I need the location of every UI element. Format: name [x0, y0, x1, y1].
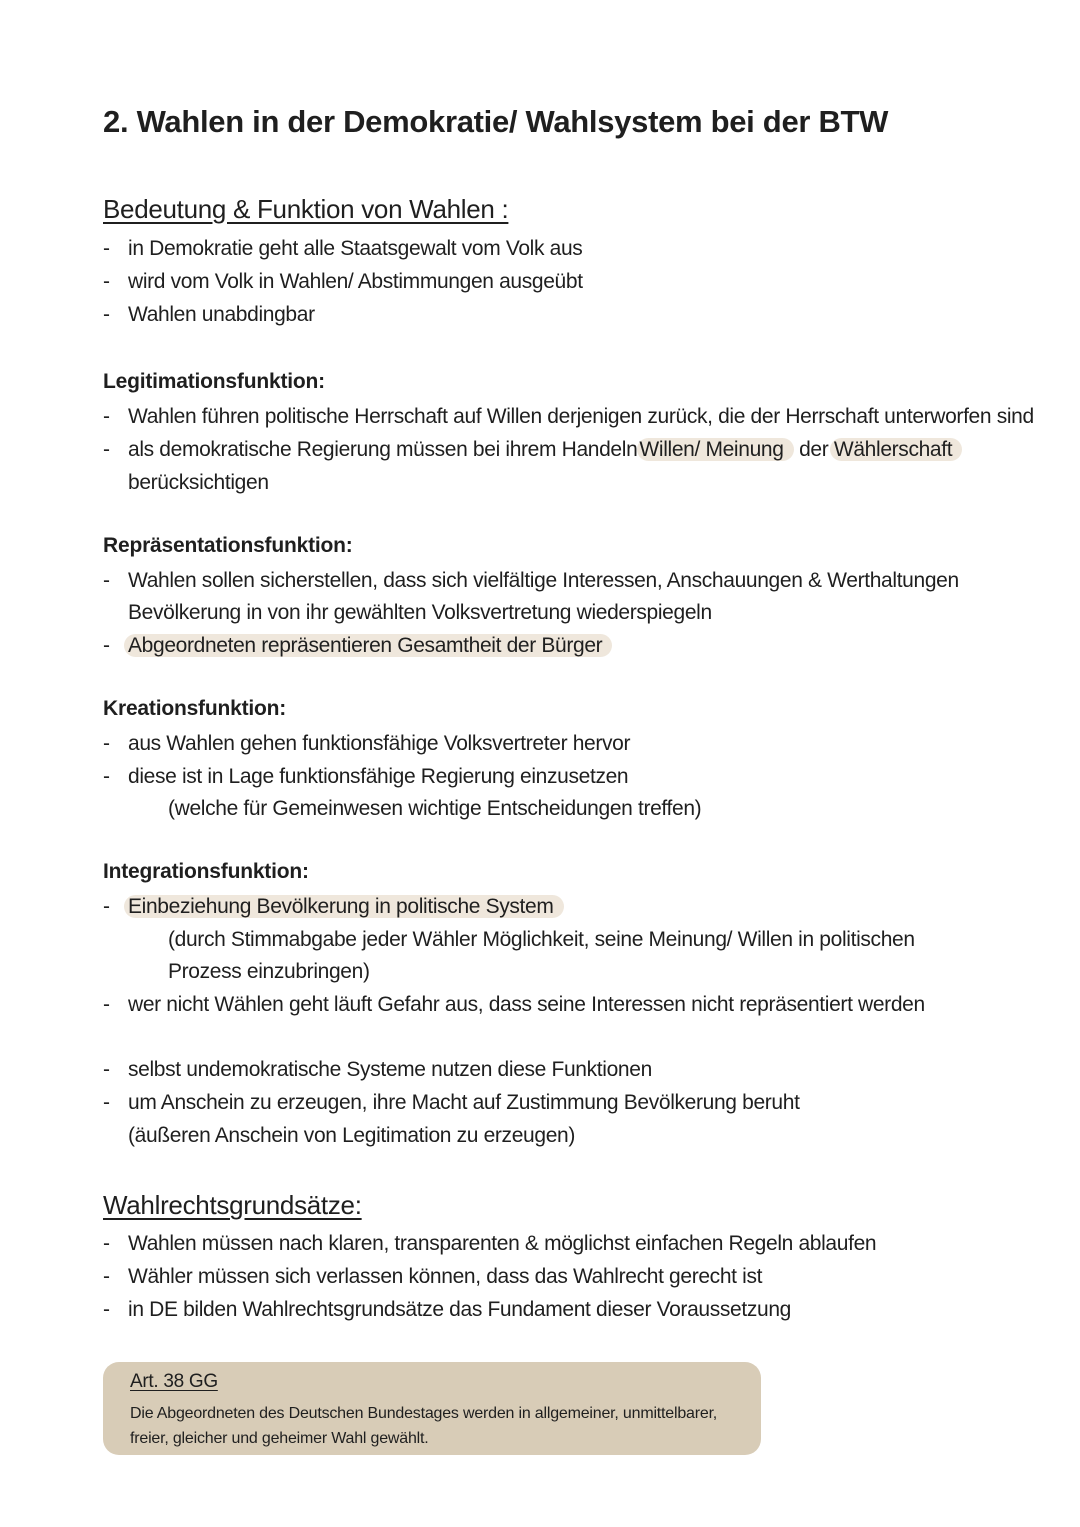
- list-item-continuation: Bevölkerung in von ihr gewählten Volksvertretung wiederspiegeln: [128, 601, 712, 624]
- section-heading-bedeutung: Bedeutung & Funktion von Wahlen :: [103, 194, 509, 224]
- article-box: [103, 1362, 761, 1455]
- bullet-dash: -: [103, 1265, 110, 1288]
- section-heading-kreation: Kreationsfunktion:: [103, 697, 287, 720]
- bullet-dash: -: [103, 1232, 110, 1255]
- list-item-continuation: berücksichtigen: [128, 471, 269, 494]
- bullet-dash: -: [103, 438, 110, 461]
- list-item: Wähler müssen sich verlassen können, dass das Wahlrecht gerecht ist: [128, 1265, 763, 1288]
- list-item: [128, 435, 962, 465]
- list-item-text: als demokratische Regierung müssen bei ihrem Handeln: [128, 438, 638, 461]
- list-item: Wahlen unabdingbar: [128, 303, 315, 326]
- section-heading-legitimation: Legitimationsfunktion:: [103, 370, 325, 393]
- list-item: Wahlen müssen nach klaren, transparenten & möglichst einfachen Regeln ablaufen: [128, 1232, 877, 1255]
- bullet-dash: -: [103, 405, 110, 428]
- list-item-continuation: (äußeren Anschein von Legitimation zu erzeugen): [128, 1124, 575, 1147]
- bullet-dash: -: [103, 569, 110, 592]
- list-item: selbst undemokratische Systeme nutzen diese Funktionen: [128, 1058, 652, 1081]
- bullet-dash: -: [103, 237, 110, 260]
- article-reference: Art. 38 GG: [130, 1371, 218, 1392]
- highlight: Wählerschaft: [830, 438, 962, 461]
- list-item: Wahlen führen politische Herrschaft auf Willen derjenigen zurück, die der Herrschaft unterworfen sind: [128, 405, 1034, 428]
- bullet-dash: -: [103, 993, 110, 1016]
- list-item: [128, 892, 564, 922]
- article-text: Die Abgeordneten des Deutschen Bundestages werden in allgemeiner, unmittelbarer, freier, gleicher und geheimer Wahl gewählt.: [130, 1405, 718, 1447]
- bullet-dash: -: [103, 303, 110, 326]
- section-heading-integration: Integrationsfunktion:: [103, 860, 309, 883]
- list-item-text: der: [799, 438, 829, 461]
- bullet-dash: -: [103, 765, 110, 788]
- section-heading-repraesentation: Repräsentationsfunktion:: [103, 534, 353, 557]
- bullet-dash: -: [103, 634, 110, 657]
- bullet-dash: -: [103, 895, 110, 918]
- list-item: diese ist in Lage funktionsfähige Regierung einzusetzen: [128, 765, 629, 788]
- page-title: 2. Wahlen in der Demokratie/ Wahlsystem bei der BTW: [103, 104, 889, 139]
- list-item: wer nicht Wählen geht läuft Gefahr aus, dass seine Interessen nicht repräsentiert werden: [128, 993, 925, 1016]
- list-item: in DE bilden Wahlrechtsgrundsätze das Fundament dieser Voraussetzung: [128, 1298, 791, 1321]
- bullet-dash: -: [103, 270, 110, 293]
- list-item-sub: Prozess einzubringen): [168, 960, 370, 983]
- list-item: [128, 631, 612, 661]
- section-heading-grundsaetze: Wahlrechtsgrundsätze:: [103, 1190, 362, 1220]
- highlight: Abgeordneten repräsentieren Gesamtheit der Bürger: [124, 634, 612, 657]
- list-item: aus Wahlen gehen funktionsfähige Volksvertreter hervor: [128, 732, 631, 755]
- bullet-dash: -: [103, 732, 110, 755]
- list-item-sub: (welche für Gemeinwesen wichtige Entscheidungen treffen): [168, 797, 702, 820]
- bullet-dash: -: [103, 1298, 110, 1321]
- list-item: um Anschein zu erzeugen, ihre Macht auf Zustimmung Bevölkerung beruht: [128, 1091, 800, 1114]
- list-item: in Demokratie geht alle Staatsgewalt vom Volk aus: [128, 237, 583, 260]
- list-item: wird vom Volk in Wahlen/ Abstimmungen ausgeübt: [128, 270, 583, 293]
- list-item: Wahlen sollen sicherstellen, dass sich vielfältige Interessen, Anschauungen & Werthaltungen: [128, 569, 959, 592]
- highlight: Einbeziehung Bevölkerung in politische System: [124, 895, 564, 918]
- bullet-dash: -: [103, 1091, 110, 1114]
- highlight: Willen/ Meinung: [637, 438, 793, 461]
- list-item-sub: (durch Stimmabgabe jeder Wähler Möglichkeit, seine Meinung/ Willen in politischen: [168, 928, 915, 951]
- bullet-dash: -: [103, 1058, 110, 1081]
